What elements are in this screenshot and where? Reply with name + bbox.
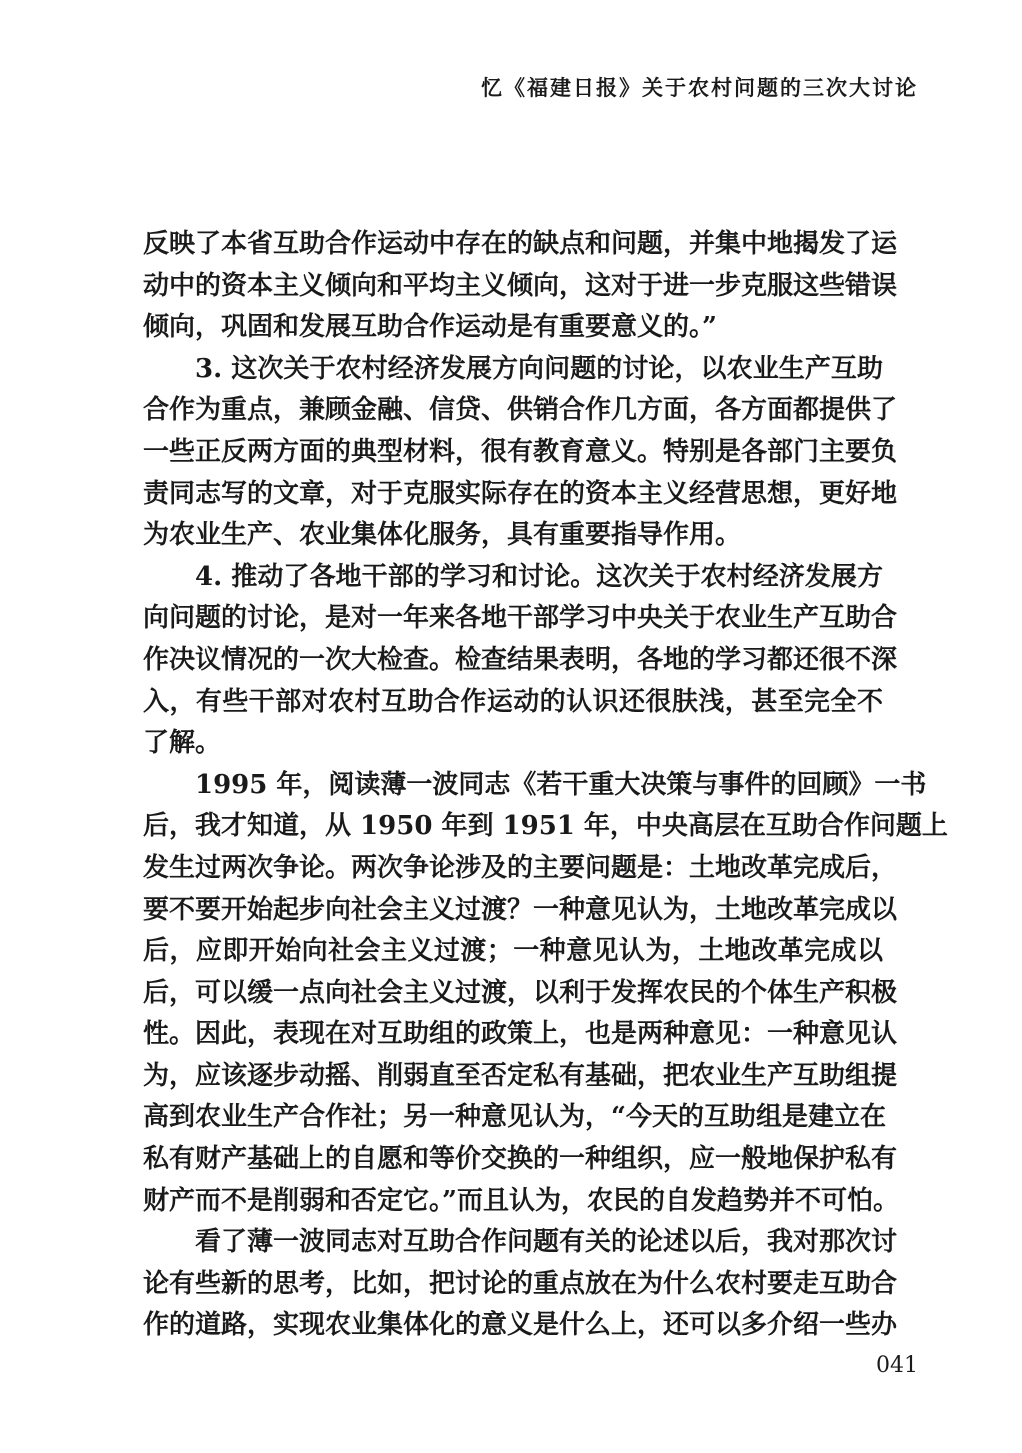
- text-line: 论有些新的思考，比如，把讨论的重点放在为什么农村要走互助合: [143, 1268, 898, 1299]
- text-line: 合作为重点，兼顾金融、信贷、供销合作几方面，各方面都提供了: [143, 395, 898, 426]
- text-line: 后，我才知道，从 1950 年到 1951 年，中央高层在互助合作问题上: [143, 811, 948, 842]
- text-line: 发生过两次争论。两次争论涉及的主要问题是：土地改革完成后，: [143, 852, 898, 883]
- text-line: 1995 年，阅读薄一波同志《若干重大决策与事件的回顾》一书: [195, 769, 927, 800]
- running-header-title: 忆《福建日报》关于农村问题的三次大讨论: [481, 76, 918, 100]
- text-line: 反映了本省互助合作运动中存在的缺点和问题，并集中地揭发了运: [143, 229, 898, 259]
- text-line: 3. 这次关于农村经济发展方向问题的讨论，以农业生产互助: [195, 353, 883, 384]
- text-line: 为农业生产、农业集体化服务，具有重要指导作用。: [143, 520, 742, 551]
- text-line: 看了薄一波同志对互助合作问题有关的论述以后，我对那次讨: [195, 1227, 898, 1258]
- text-line: 要不要开始起步向社会主义过渡？一种意见认为，土地改革完成以: [143, 894, 898, 925]
- text-line: 责同志写的文章，对于克服实际存在的资本主义经营思想，更好地: [143, 478, 898, 509]
- text-line: 性。因此，表现在对互助组的政策上，也是两种意见：一种意见认: [143, 1019, 898, 1050]
- text-line: 后，应即开始向社会主义过渡；一种意见认为，土地改革完成以: [143, 936, 883, 967]
- paragraph: [143, 1222, 898, 1347]
- text-line: 为，应该逐步动摇、削弱直至否定私有基础，把农业生产互助组提: [143, 1060, 898, 1091]
- paragraph: [143, 224, 898, 349]
- paragraph: [143, 765, 948, 1223]
- paragraph: [143, 557, 898, 765]
- page-number: 041: [876, 1353, 918, 1378]
- text-line: 了解。: [143, 728, 222, 759]
- text-line: 财产而不是削弱和否定它。”而且认为，农民的自发趋势并不可怕。: [143, 1185, 899, 1216]
- text-line: 4. 推动了各地干部的学习和讨论。这次关于农村经济发展方: [195, 561, 883, 592]
- text-line: 高到农业生产合作社；另一种意见认为，“今天的互助组是建立在: [143, 1102, 886, 1133]
- text-line: 动中的资本主义倾向和平均主义倾向，这对于进一步克服这些错误: [143, 270, 898, 301]
- text-line: 向问题的讨论，是对一年来各地干部学习中央关于农业生产互助合: [143, 603, 898, 634]
- text-line: 作的道路，实现农业集体化的意义是什么上，还可以多介绍一些办: [143, 1310, 898, 1341]
- text-line: 私有财产基础上的自愿和等价交换的一种组织，应一般地保护私有: [143, 1144, 898, 1175]
- text-line: 倾向，巩固和发展互助合作运动是有重要意义的。”: [143, 312, 717, 343]
- text-line: 入，有些干部对农村互助合作运动的认识还很肤浅，甚至完全不: [143, 686, 883, 717]
- body-text: [143, 224, 948, 1347]
- paragraph: [143, 349, 898, 557]
- text-line: 作决议情况的一次大检查。检查结果表明，各地的学习都还很不深: [143, 644, 898, 675]
- text-line: 后，可以缓一点向社会主义过渡，以利于发挥农民的个体生产积极: [143, 977, 898, 1008]
- text-line: 一些正反两方面的典型材料，很有教育意义。特别是各部门主要负: [143, 436, 898, 467]
